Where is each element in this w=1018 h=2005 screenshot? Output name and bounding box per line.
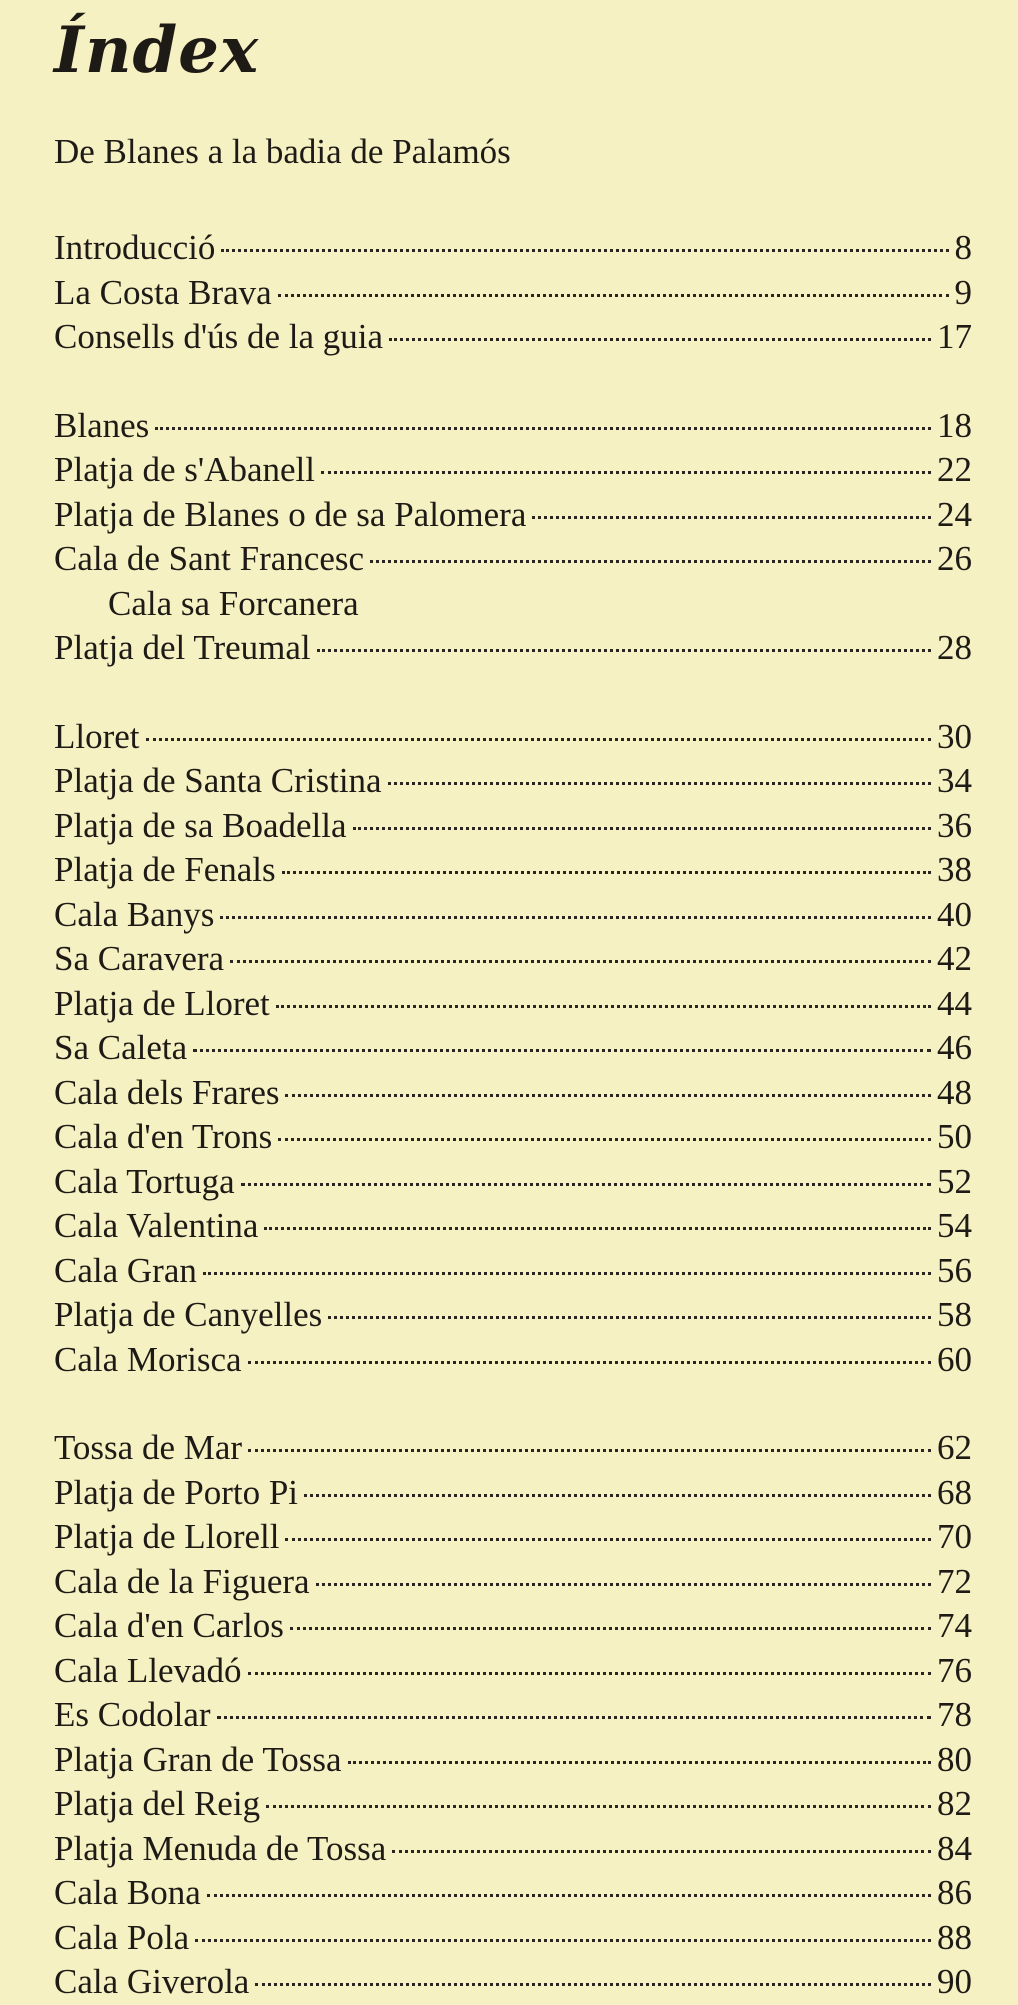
toc-entry-label: Cala Pola bbox=[54, 1917, 190, 1957]
toc-entry bbox=[54, 1071, 972, 1116]
toc-entry-label: Cala Gran bbox=[54, 1250, 197, 1290]
toc-section bbox=[54, 404, 972, 671]
page-subtitle: De Blanes a la badia de Palamós bbox=[54, 132, 511, 171]
toc-entry-page-number: 88 bbox=[937, 1917, 972, 1957]
toc-entry-label: Cala Tortuga bbox=[54, 1161, 235, 1201]
dot-leader bbox=[193, 1049, 931, 1052]
dot-leader bbox=[221, 249, 948, 252]
toc-entry-page-number: 82 bbox=[937, 1784, 972, 1823]
dot-leader bbox=[264, 1227, 931, 1230]
toc-entry-page-number: 28 bbox=[937, 628, 972, 667]
toc-entry-page-number: 50 bbox=[937, 1117, 972, 1156]
dot-leader bbox=[241, 1183, 931, 1186]
toc-entry-label: Cala Llevadó bbox=[54, 1650, 242, 1690]
dot-leader bbox=[353, 827, 931, 830]
toc-entry-page-number: 42 bbox=[937, 939, 972, 978]
toc-entry-label: Platja de s'Abanell bbox=[54, 450, 315, 489]
toc-entry-label: Platja de Canyelles bbox=[54, 1295, 323, 1334]
dot-leader bbox=[207, 1894, 931, 1897]
dot-leader bbox=[248, 1361, 931, 1364]
toc-entry-label: Consells d'ús de la guia bbox=[54, 317, 384, 356]
toc-entry-page-number: 60 bbox=[937, 1339, 972, 1379]
toc-entry-page-number: 54 bbox=[937, 1206, 972, 1245]
toc-entry bbox=[54, 1204, 972, 1249]
toc-entry-page-number: 70 bbox=[937, 1517, 972, 1556]
dot-leader bbox=[321, 471, 931, 474]
dot-leader bbox=[276, 1005, 931, 1008]
toc-entry bbox=[54, 1738, 972, 1783]
dot-leader bbox=[220, 916, 931, 919]
toc-entry-page-number: 40 bbox=[937, 894, 972, 934]
toc-entry-page-number: 58 bbox=[937, 1295, 972, 1334]
toc-entry-label: Cala sa Forcanera bbox=[108, 583, 359, 623]
toc-entry-page-number: 56 bbox=[937, 1250, 972, 1290]
dot-leader bbox=[230, 960, 931, 963]
toc-entry-label: Platja del Treumal bbox=[54, 628, 311, 667]
toc-entry-page-number: 62 bbox=[937, 1428, 972, 1467]
toc-entry-label: Cala de Sant Francesc bbox=[54, 539, 365, 578]
toc-entry-label: Platja de Fenals bbox=[54, 850, 276, 889]
toc-entry-label: Cala Morisca bbox=[54, 1339, 242, 1379]
toc-entry-page-number: 80 bbox=[937, 1739, 972, 1779]
dot-leader bbox=[155, 427, 931, 430]
toc-entry bbox=[54, 1693, 972, 1738]
dot-leader bbox=[392, 1850, 931, 1853]
toc-entry-page-number: 22 bbox=[937, 450, 972, 489]
dot-leader bbox=[217, 1716, 931, 1719]
toc-entry bbox=[54, 1026, 972, 1071]
dot-leader bbox=[255, 1983, 931, 1986]
toc-entry-page-number: 46 bbox=[937, 1028, 972, 1067]
dot-leader bbox=[146, 738, 931, 741]
toc-entry-label: Blanes bbox=[54, 405, 150, 445]
toc-entry-label: Tossa de Mar bbox=[54, 1428, 243, 1467]
toc-entry-label: Es Codolar bbox=[54, 1695, 211, 1734]
toc-entry bbox=[54, 1560, 972, 1605]
toc-entry bbox=[54, 537, 972, 582]
toc-entry-page-number: 18 bbox=[937, 405, 972, 445]
toc-entry-page-number: 86 bbox=[937, 1873, 972, 1912]
toc-entry-page-number: 26 bbox=[937, 539, 972, 578]
dot-leader bbox=[304, 1494, 931, 1497]
toc-entry bbox=[54, 1115, 972, 1160]
toc-entry-label: Cala d'en Carlos bbox=[54, 1606, 284, 1645]
toc-entry-label: Platja de Santa Cristina bbox=[54, 761, 382, 800]
toc-entry bbox=[54, 848, 972, 893]
toc-entry bbox=[54, 315, 972, 360]
toc-entry-page-number: 17 bbox=[937, 317, 972, 356]
toc-entry-page-number: 72 bbox=[937, 1561, 972, 1601]
page-title: Índex bbox=[54, 13, 260, 88]
dot-leader bbox=[290, 1627, 931, 1630]
toc-entry-label: Platja Gran de Tossa bbox=[54, 1739, 342, 1779]
dot-leader bbox=[532, 516, 931, 519]
toc-entry bbox=[54, 226, 972, 271]
toc-section bbox=[54, 1426, 972, 2005]
toc-entry bbox=[54, 626, 972, 671]
toc-entry-label: La Costa Brava bbox=[54, 272, 272, 312]
toc-entry-page-number: 78 bbox=[937, 1695, 972, 1734]
toc-entry bbox=[54, 1649, 972, 1694]
toc-entry-label: Platja de Porto Pi bbox=[54, 1472, 299, 1512]
toc-entry bbox=[54, 1782, 972, 1827]
toc-entry bbox=[54, 759, 972, 804]
toc-entry-label: Sa Caravera bbox=[54, 939, 225, 978]
toc-entry bbox=[54, 1916, 972, 1961]
toc-subentry bbox=[54, 582, 972, 627]
dot-leader bbox=[328, 1316, 931, 1319]
toc-entry bbox=[54, 937, 972, 982]
toc-entry bbox=[54, 804, 972, 849]
toc-entry bbox=[54, 893, 972, 938]
dot-leader bbox=[285, 1538, 931, 1541]
toc-entry-label: Sa Caleta bbox=[54, 1028, 188, 1067]
toc-entry-page-number: 90 bbox=[937, 1962, 972, 2001]
toc-entry-label: Lloret bbox=[54, 716, 140, 756]
toc-entry-label: Platja de Blanes o de sa Palomera bbox=[54, 494, 527, 534]
dot-leader bbox=[388, 782, 931, 785]
dot-leader bbox=[266, 1805, 931, 1808]
toc-entry bbox=[54, 715, 972, 760]
toc-entry bbox=[54, 1471, 972, 1516]
dot-leader bbox=[316, 1583, 931, 1586]
toc-entry-page-number: 24 bbox=[937, 494, 972, 534]
toc-section bbox=[54, 715, 972, 1383]
dot-leader bbox=[389, 338, 931, 341]
toc-entry bbox=[54, 1827, 972, 1872]
toc-entry bbox=[54, 448, 972, 493]
toc-entry-page-number: 8 bbox=[954, 228, 972, 267]
toc-entry-label: Cala dels Frares bbox=[54, 1072, 280, 1112]
toc-entry-label: Cala Giverola bbox=[54, 1962, 250, 2001]
toc-entry bbox=[54, 1604, 972, 1649]
toc-entry bbox=[54, 1871, 972, 1916]
toc-entry bbox=[54, 1515, 972, 1560]
toc-entry bbox=[54, 1249, 972, 1294]
dot-leader bbox=[317, 649, 931, 652]
toc-entry-label: Introducció bbox=[54, 228, 216, 267]
toc-entry bbox=[54, 982, 972, 1027]
toc-entry-label: Cala de la Figuera bbox=[54, 1561, 310, 1601]
toc-section bbox=[54, 226, 972, 360]
toc-entry-label: Platja de Lloret bbox=[54, 983, 270, 1023]
dot-leader bbox=[195, 1939, 931, 1942]
toc-entry-page-number: 76 bbox=[937, 1650, 972, 1690]
toc-entry bbox=[54, 404, 972, 449]
toc-entry bbox=[54, 1426, 972, 1471]
toc-entry-label: Cala Valentina bbox=[54, 1206, 259, 1245]
toc-entry-label: Platja de sa Boadella bbox=[54, 805, 347, 845]
toc-entry-page-number: 34 bbox=[937, 761, 972, 800]
toc-entry-page-number: 68 bbox=[937, 1472, 972, 1512]
toc-entry-label: Cala Banys bbox=[54, 894, 215, 934]
toc-entry-label: Platja Menuda de Tossa bbox=[54, 1828, 387, 1868]
toc-entry-page-number: 52 bbox=[937, 1161, 972, 1201]
table-of-contents bbox=[54, 226, 972, 2005]
toc-entry bbox=[54, 1338, 972, 1383]
dot-leader bbox=[282, 871, 931, 874]
toc-entry-label: Platja del Reig bbox=[54, 1784, 261, 1823]
dot-leader bbox=[370, 560, 931, 563]
toc-entry-page-number: 9 bbox=[954, 272, 972, 312]
toc-entry-page-number: 48 bbox=[937, 1072, 972, 1112]
toc-entry bbox=[54, 1293, 972, 1338]
dot-leader bbox=[278, 294, 949, 297]
toc-entry-label: Platja de Llorell bbox=[54, 1517, 280, 1556]
toc-entry-page-number: 84 bbox=[937, 1828, 972, 1868]
dot-leader bbox=[348, 1761, 931, 1764]
dot-leader bbox=[278, 1138, 931, 1141]
toc-entry-page-number: 38 bbox=[937, 850, 972, 889]
toc-entry-page-number: 74 bbox=[937, 1606, 972, 1645]
dot-leader bbox=[285, 1094, 931, 1097]
toc-entry bbox=[54, 1960, 972, 2005]
toc-entry-page-number: 36 bbox=[937, 805, 972, 845]
dot-leader bbox=[203, 1272, 931, 1275]
toc-entry bbox=[54, 493, 972, 538]
toc-entry bbox=[54, 1160, 972, 1205]
dot-leader bbox=[248, 1672, 931, 1675]
toc-entry bbox=[54, 271, 972, 316]
toc-entry-label: Cala Bona bbox=[54, 1873, 201, 1912]
dot-leader bbox=[248, 1449, 931, 1452]
toc-entry-page-number: 44 bbox=[937, 983, 972, 1023]
toc-entry-label: Cala d'en Trons bbox=[54, 1117, 273, 1156]
toc-entry-page-number: 30 bbox=[937, 716, 972, 756]
